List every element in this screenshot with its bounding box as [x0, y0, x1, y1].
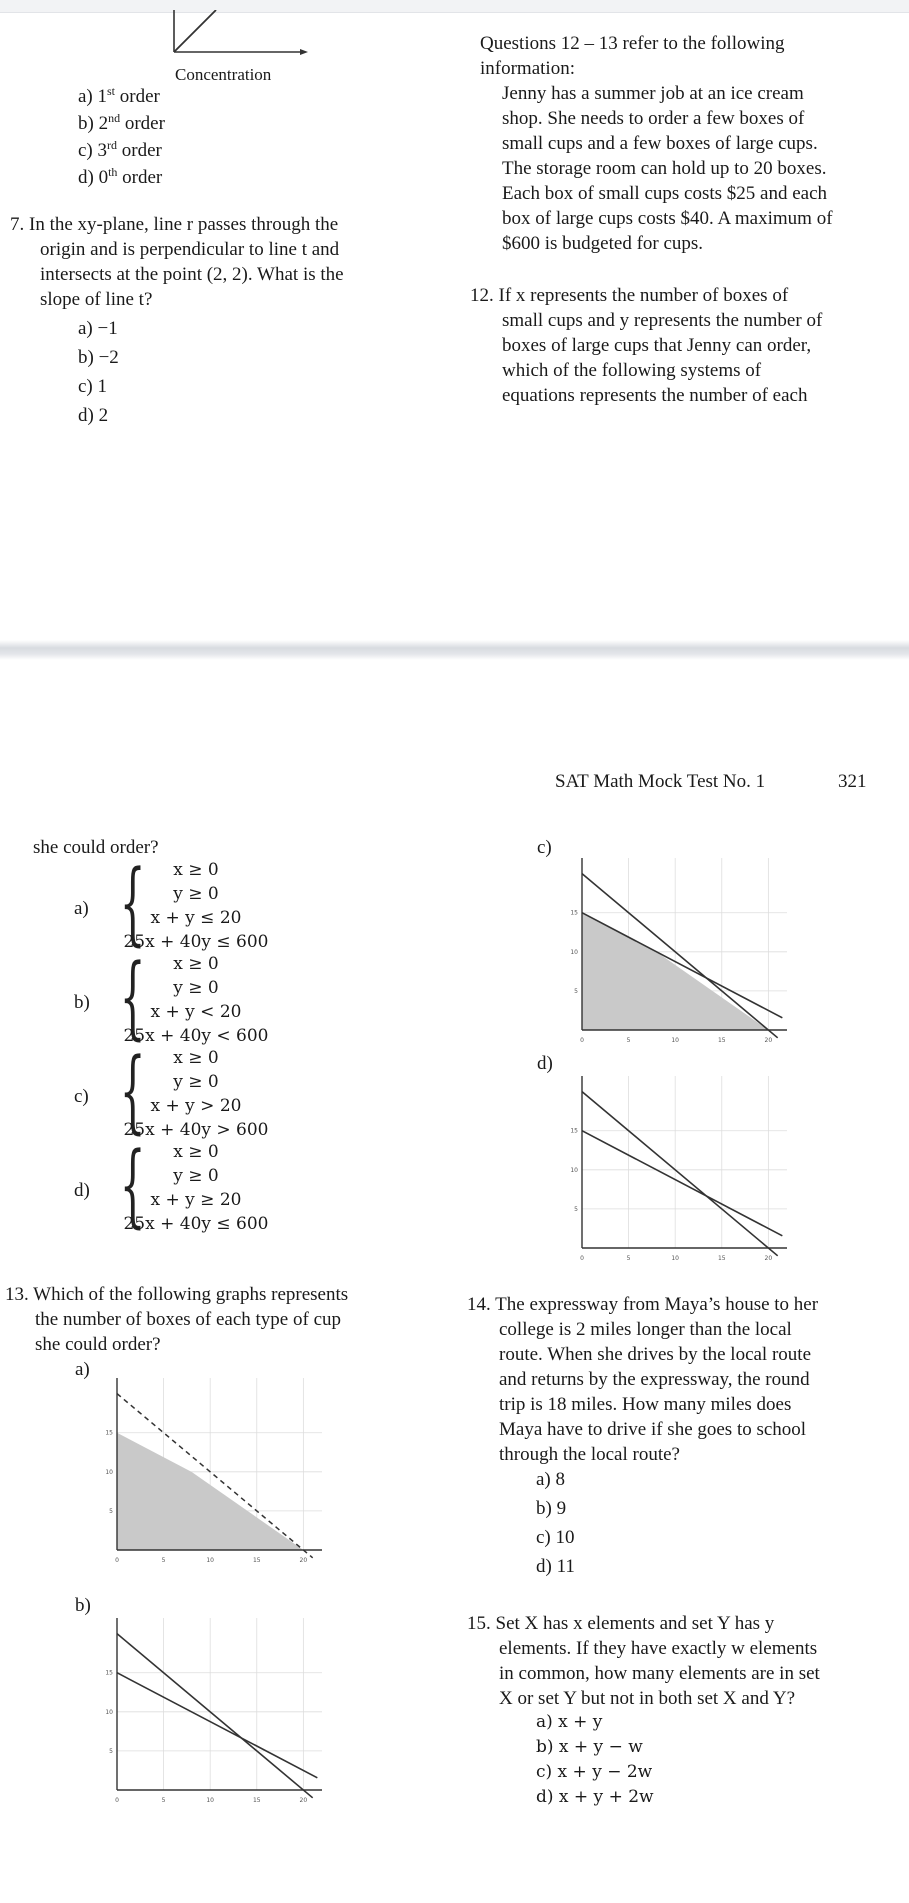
x-tick-label: 20 — [299, 1797, 308, 1804]
q14-line: trip is 18 miles. How many miles does — [499, 1394, 792, 1415]
q6-option-a[interactable]: a) 1st order — [78, 84, 160, 107]
q7-option-a[interactable]: a) −1 — [78, 318, 118, 339]
option-letter: d) — [74, 1180, 90, 1201]
y-tick-label: 10 — [105, 1468, 113, 1476]
q15-options — [536, 1710, 654, 1810]
equation: x ≥ 0 — [173, 1048, 219, 1068]
x-tick-label: 20 — [299, 1557, 308, 1564]
q13-question — [5, 1282, 348, 1357]
brace: { — [119, 945, 146, 1050]
q14-option-c[interactable]: c) 10 — [536, 1527, 575, 1548]
q14-line: through the local route? — [499, 1444, 680, 1465]
equation: x + y ≥ 20 — [150, 1190, 242, 1210]
y-tick-label: 15 — [570, 909, 578, 917]
q7-options — [78, 314, 119, 430]
q14-option-d[interactable]: d) 11 — [536, 1556, 575, 1577]
intro-line: information: — [480, 58, 575, 79]
q7-option-d[interactable]: d) 2 — [78, 405, 109, 426]
graph-x-axis-label: Concentration — [175, 65, 272, 84]
q15-option-d[interactable]: d) x + y + 2w — [536, 1787, 654, 1807]
q13-line: 13. Which of the following graphs represents — [5, 1284, 349, 1305]
equation: 25x + 40y > 600 — [123, 1120, 269, 1140]
q15-question — [467, 1611, 820, 1711]
q7-line: slope of line t? — [40, 289, 153, 310]
x-tick-label: 0 — [580, 1255, 584, 1262]
x-tick-label: 10 — [206, 1557, 215, 1564]
equation: x + y > 20 — [150, 1096, 242, 1116]
q12-line: 12. If x represents the number of boxes of — [470, 285, 789, 306]
equation: 25x + 40y < 600 — [123, 1026, 269, 1046]
x-tick-label: 15 — [717, 1037, 726, 1044]
x-tick-label: 10 — [671, 1255, 680, 1262]
q6-option-d[interactable]: d) 0th order — [78, 165, 163, 188]
q13-option-b-label: b) — [75, 1595, 91, 1616]
q15-line: X or set Y but not in both set X and Y? — [499, 1688, 796, 1709]
q13-option-c-label: c) — [537, 837, 552, 858]
y-tick-label: 10 — [570, 948, 578, 956]
y-tick-label: 10 — [105, 1708, 113, 1716]
intro-body-line: box of large cups costs $40. A maximum of — [502, 208, 833, 229]
intro-body-line: Jenny has a summer job at an ice cream — [502, 83, 804, 104]
q6-options — [78, 84, 165, 192]
intro-body-line: $600 is budgeted for cups. — [502, 233, 704, 254]
intro-body-line: small cups and a few boxes of large cups. — [502, 133, 818, 154]
constraint-line-budget — [582, 1131, 782, 1236]
equation: x ≥ 0 — [173, 954, 219, 974]
q13-graph-b[interactable] — [103, 1612, 328, 1812]
q15-line: 15. Set X has x elements and set Y has y — [467, 1613, 775, 1634]
brace: { — [119, 1039, 146, 1144]
q14-question — [467, 1292, 818, 1467]
q13-graph-d[interactable] — [568, 1070, 793, 1270]
x-tick-label: 15 — [252, 1797, 261, 1804]
x-tick-label: 5 — [161, 1557, 166, 1564]
constraint-line-total — [117, 1634, 313, 1798]
y-tick-label: 5 — [109, 1747, 113, 1755]
intro-body-line: shop. She needs to order a few boxes of — [502, 108, 805, 129]
option-letter: c) — [74, 1086, 89, 1107]
q12-continuation: she could order? — [33, 837, 159, 858]
y-tick-label: 10 — [570, 1166, 578, 1174]
intro-line: Questions 12 – 13 refer to the following — [480, 33, 785, 54]
q15-option-c[interactable]: c) x + y − 2w — [536, 1762, 653, 1782]
q12-line: which of the following systems of — [502, 360, 762, 381]
q15-line: in common, how many elements are in set — [499, 1663, 820, 1684]
q14-option-b[interactable]: b) 9 — [536, 1498, 567, 1519]
y-tick-label: 15 — [105, 1669, 113, 1677]
q7-option-b[interactable]: b) −2 — [78, 347, 119, 368]
q14-line: 14. The expressway from Maya’s house to her — [467, 1294, 819, 1315]
q13-graph-c[interactable] — [568, 852, 793, 1052]
x-tick-label: 15 — [717, 1255, 726, 1262]
x-tick-label: 5 — [161, 1797, 166, 1804]
q7-line: 7. In the xy-plane, line r passes through the — [10, 214, 339, 235]
q14-line: route. When she drives by the local route — [499, 1344, 811, 1365]
equation: x ≥ 0 — [173, 1142, 219, 1162]
q7-line: intersects at the point (2, 2). What is the — [40, 264, 344, 285]
page-running-title: SAT Math Mock Test No. 1 — [555, 771, 766, 792]
page-separator — [0, 640, 909, 660]
q14-line: Maya have to drive if she goes to school — [499, 1419, 807, 1440]
x-tick-label: 0 — [115, 1797, 119, 1804]
top-scroll-bar — [0, 0, 909, 13]
q13-line: the number of boxes of each type of cup — [35, 1309, 342, 1330]
y-tick-label: 5 — [574, 987, 578, 995]
page-number: 321 — [838, 771, 867, 792]
q6-option-b[interactable]: b) 2nd order — [78, 111, 165, 134]
option-letter: a) — [74, 898, 89, 919]
q12-line: small cups and y represents the number of — [502, 310, 823, 331]
brace: { — [119, 851, 146, 956]
brace: { — [119, 1133, 146, 1238]
x-tick-label: 20 — [764, 1255, 773, 1262]
constraint-line-total — [582, 1092, 778, 1256]
equation: y ≥ 0 — [173, 1166, 219, 1186]
x-tick-label: 15 — [252, 1557, 261, 1564]
q15-option-a[interactable]: a) x + y — [536, 1712, 603, 1732]
equation: y ≥ 0 — [173, 884, 219, 904]
q13-option-a-label: a) — [75, 1359, 90, 1380]
q15-line: elements. If they have exactly w elements — [499, 1638, 818, 1659]
equation: y ≥ 0 — [173, 1072, 219, 1092]
q14-line: college is 2 miles longer than the local — [499, 1319, 792, 1340]
constraint-line-budget — [117, 1673, 317, 1778]
equation: 25x + 40y ≤ 600 — [123, 932, 269, 952]
q14-option-a[interactable]: a) 8 — [536, 1469, 566, 1490]
y-tick-label: 5 — [574, 1205, 578, 1213]
equation: x ≥ 0 — [173, 860, 219, 880]
y-tick-label: 15 — [105, 1429, 113, 1437]
x-tick-label: 10 — [671, 1037, 680, 1044]
equation: x + y ≤ 20 — [150, 908, 242, 928]
q14-options — [536, 1465, 575, 1581]
q12-line: equations represents the number of each — [502, 385, 808, 406]
equation: y ≥ 0 — [173, 978, 219, 998]
x-tick-label: 10 — [206, 1797, 215, 1804]
y-tick-label: 5 — [109, 1507, 113, 1515]
option-letter: b) — [74, 992, 90, 1013]
equation: x + y < 20 — [150, 1002, 242, 1022]
q12-13-intro — [480, 31, 833, 256]
q6-option-c[interactable]: c) 3rd order — [78, 138, 162, 161]
x-tick-label: 5 — [626, 1037, 631, 1044]
q14-line: and returns by the expressway, the round — [499, 1369, 810, 1390]
x-tick-label: 20 — [764, 1037, 773, 1044]
q12-line: boxes of large cups that Jenny can order, — [502, 335, 812, 356]
q15-option-b[interactable]: b) x + y − w — [536, 1737, 643, 1757]
q13-line: she could order? — [35, 1334, 161, 1355]
x-tick-label: 5 — [626, 1255, 631, 1262]
equation: 25x + 40y ≤ 600 — [123, 1214, 269, 1234]
q7-option-c[interactable]: c) 1 — [78, 376, 108, 397]
x-tick-label: 0 — [580, 1037, 584, 1044]
intro-body-line: Each box of small cups costs $25 and each — [502, 183, 828, 204]
q13-option-d-label: d) — [537, 1053, 553, 1074]
q12-question — [470, 283, 822, 408]
q7-question — [10, 212, 344, 312]
q13-graph-a[interactable] — [103, 1372, 328, 1572]
y-tick-label: 15 — [570, 1127, 578, 1135]
rate-graph-fragment — [160, 10, 310, 55]
x-tick-label: 0 — [115, 1557, 119, 1564]
q7-line: origin and is perpendicular to line t and — [40, 239, 340, 260]
intro-body-line: The storage room can hold up to 20 boxes. — [502, 158, 827, 179]
